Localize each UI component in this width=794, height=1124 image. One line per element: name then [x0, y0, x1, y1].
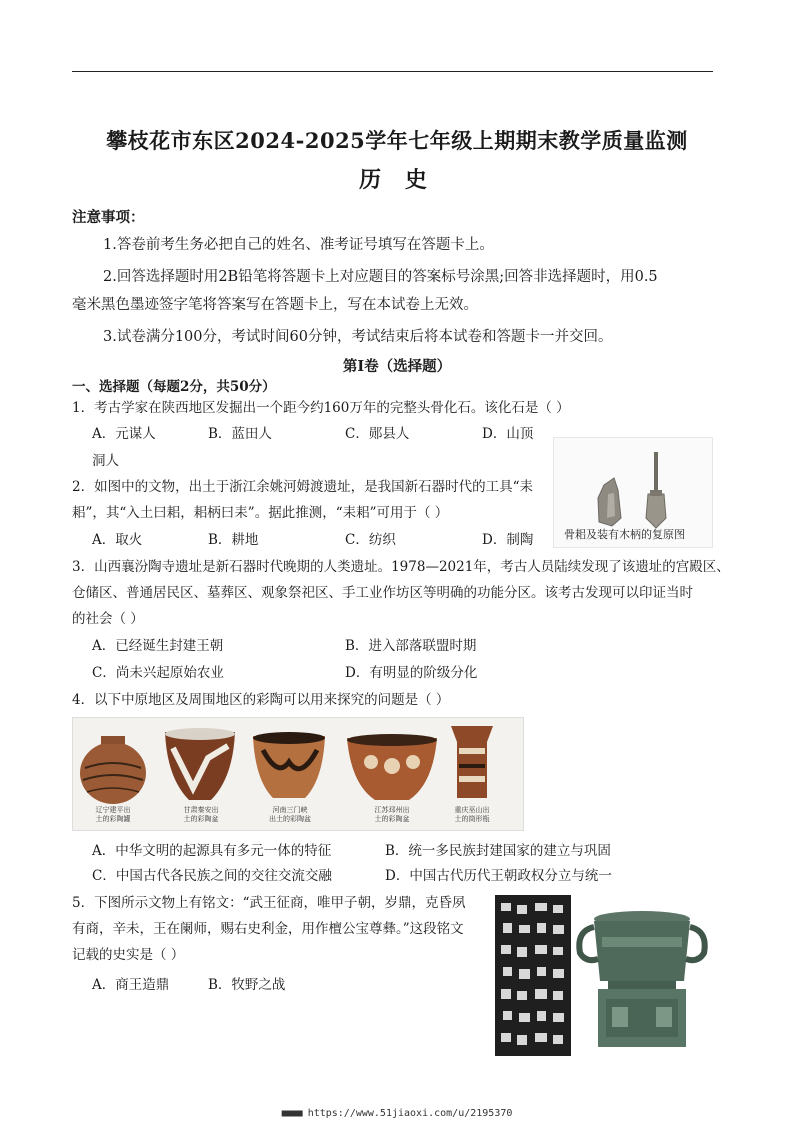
- pot-2-caption: 甘肃秦安出 土的彩陶盆: [183, 806, 219, 823]
- q3-stem-line-3: 的社会（ ）: [72, 611, 144, 627]
- pot-5-caption: 重庆巫山出 土的筒形瓶: [454, 806, 490, 823]
- q3-option-a: A．已经诞生封建王朝: [92, 638, 224, 654]
- q3-stem-line-2: 仓储区、普通居民区、墓葬区、观象祭祀区、手工业作坊区等明确的功能分区。该考古发现可以印证当时: [72, 585, 693, 601]
- q2-figure-caption: 骨耜及装有木柄的复原图: [564, 528, 685, 541]
- q3-option-d: D．有明显的阶级分化: [345, 665, 478, 681]
- note-1: 1.答卷前考生务必把自己的姓名、准考证号填写在答题卡上。: [103, 237, 494, 253]
- q3-stem-line-1: 3．山西襄汾陶寺遗址是新石器时代晚期的人类遗址。1978—2021年，考古人员陆续发现了该遗址的宫殿区、: [72, 559, 730, 575]
- q5-option-b: B．牧野之战: [208, 977, 286, 993]
- q1-option-d: D．山顶: [482, 426, 534, 442]
- q1-option-a: A．元谋人: [92, 426, 156, 442]
- q1-stem: 1．考古学家在陕西地区发掘出一个距今约160万年的完整头骨化石。该化石是（ ）: [72, 400, 570, 416]
- q2-figure: [553, 437, 713, 548]
- note-2-line-2: 毫米黑色墨迹签字笔将答案写在答题卡上，写在本试卷上无效。: [72, 297, 478, 313]
- q4-option-c: C．中国古代各民族之间的交往交流交融: [92, 868, 332, 884]
- bronze-gui-illustration: [572, 897, 712, 1056]
- q2-stem-line-2: 耜”，其“入土曰耜，耜柄曰耒”。据此推测，“耒耜”可用于（ ）: [72, 505, 449, 521]
- q1-option-c: C．郧县人: [345, 426, 410, 442]
- q2-option-d: D．制陶: [482, 532, 534, 548]
- q5-stem-line-2: 有商，辛未，王在阑师，赐右史利金，用作檀公宝尊彝。”这段铭文: [72, 921, 464, 937]
- section-title: 第Ⅰ卷（选择题）: [342, 358, 452, 375]
- inscription-rubbing-illustration: [495, 895, 571, 1056]
- q2-option-a: A．取火: [92, 532, 143, 548]
- note-2-line-1: 2.回答选择题时用2B铅笔将答题卡上对应题目的答案标号涂黑;回答非选择题时，用0.5: [103, 269, 658, 285]
- footer-watermark: [0, 1108, 794, 1119]
- q2-option-c: C．纺织: [345, 532, 396, 548]
- exam-title: 攀枝花市东区2024-2025学年七年级上期期末教学质量监测: [106, 128, 688, 153]
- q4-stem: 4．以下中原地区及周围地区的彩陶可以用来探究的问题是（ ）: [72, 692, 450, 708]
- header-rule: [72, 71, 713, 72]
- q5-option-a: A．商王造鼎: [92, 977, 170, 993]
- q5-stem-line-3: 记载的史实是（ ）: [72, 947, 185, 963]
- q4-pottery-figure: [72, 717, 524, 831]
- pot-1-caption: 辽宁建平出 土的彩陶罐: [95, 806, 131, 823]
- part-heading: 一、选择题（每题2分，共50分）: [72, 379, 276, 395]
- q5-stem-line-1: 5．下图所示文物上有铭文：“武王征商，唯甲子朝，岁鼎，克昏夙: [72, 895, 466, 911]
- q1-option-b: B．蓝田人: [208, 426, 272, 442]
- exam-subject: 历 史: [359, 167, 435, 193]
- q3-option-b: B．进入部落联盟时期: [345, 638, 477, 654]
- q5-bronze-vessel: [572, 897, 712, 1056]
- q2-stem-line-1: 2．如图中的文物，出土于浙江余姚河姆渡遗址，是我国新石器时代的工具“耒: [72, 479, 533, 495]
- q4-option-b: B．统一多民族封建国家的建立与巩固: [385, 843, 611, 859]
- q5-inscription-rubbing: [495, 895, 571, 1056]
- note-3: 3.试卷满分100分，考试时间60分钟，考试结束后将本试卷和答题卡一并交回。: [103, 329, 613, 345]
- q4-option-a: A．中华文明的起源具有多元一体的特征: [92, 843, 332, 859]
- q3-option-c: C．尚未兴起原始农业: [92, 665, 224, 681]
- pot-4-caption: 江苏邳州出 土的彩陶盆: [374, 806, 410, 823]
- pottery-vase-5: [451, 726, 493, 798]
- q2-option-b: B．耕地: [208, 532, 259, 548]
- notes-heading: 注意事项：: [72, 209, 145, 226]
- footer-url[interactable]: https://www.51jiaoxi.com/u/2195370: [307, 1108, 513, 1119]
- footer-logo: ■■■■: [281, 1108, 302, 1119]
- q1-option-d-cont: 洞人: [92, 453, 119, 469]
- q4-option-d: D．中国古代历代王朝政权分立与统一: [385, 868, 612, 884]
- pot-3-caption: 河南三门峡 出土的彩陶盆: [269, 806, 311, 823]
